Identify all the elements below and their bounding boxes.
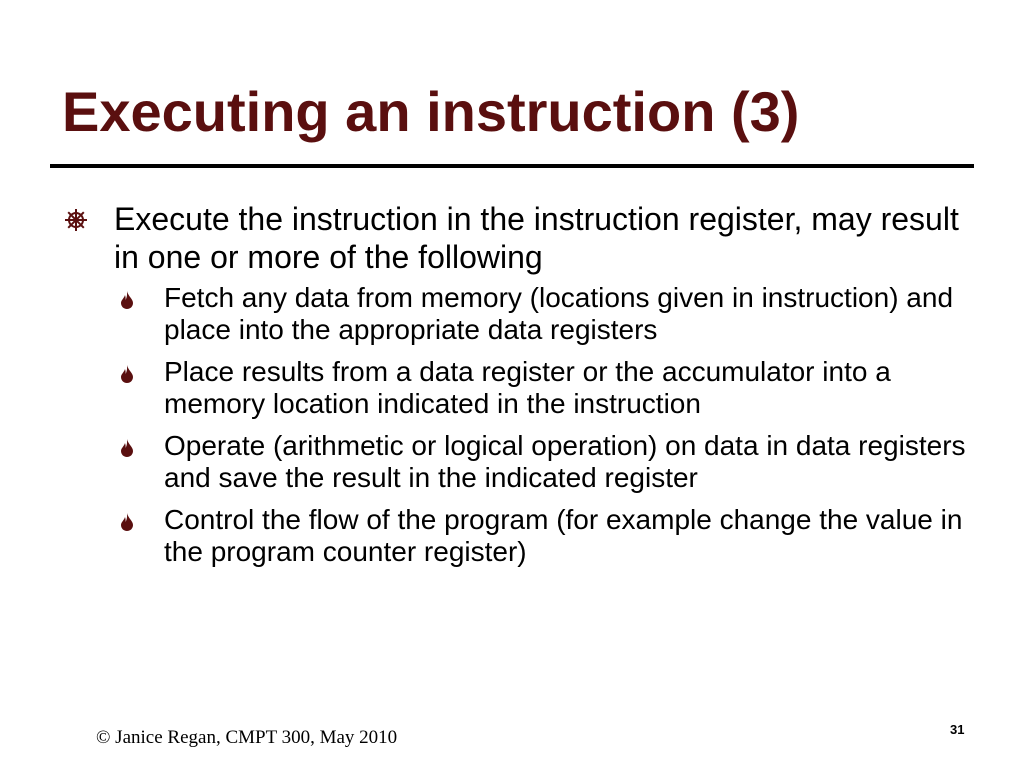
flame-drop-icon bbox=[120, 439, 134, 457]
main-bullet bbox=[62, 200, 982, 276]
sub-bullet-item bbox=[62, 356, 982, 420]
main-bullet-text: Execute the instruction in the instruction register, may result in one or more of the following bbox=[114, 201, 959, 275]
title-divider bbox=[50, 164, 974, 168]
ship-wheel-icon bbox=[64, 208, 88, 232]
page-number: 31 bbox=[950, 722, 965, 737]
sub-bullet-text: Control the flow of the program (for example change the value in the program counter register) bbox=[164, 504, 963, 567]
flame-drop-icon bbox=[120, 365, 134, 383]
flame-drop-icon bbox=[120, 291, 134, 309]
flame-drop-icon bbox=[120, 513, 134, 531]
sub-bullet-text: Fetch any data from memory (locations given in instruction) and place into the appropriate data registers bbox=[164, 282, 954, 345]
sub-bullet-text: Place results from a data register or the accumulator into a memory location indicated in the instruction bbox=[164, 356, 891, 419]
slide-content bbox=[62, 200, 982, 578]
sub-bullet-list bbox=[62, 282, 982, 568]
sub-bullet-item bbox=[62, 504, 982, 568]
sub-bullet-item bbox=[62, 430, 982, 494]
sub-bullet-item bbox=[62, 282, 982, 346]
slide-title: Executing an instruction (3) bbox=[62, 80, 800, 143]
sub-bullet-text: Operate (arithmetic or logical operation) on data in data registers and save the result in the indicated register bbox=[164, 430, 966, 493]
footer-copyright: © Janice Regan, CMPT 300, May 2010 bbox=[96, 727, 398, 748]
